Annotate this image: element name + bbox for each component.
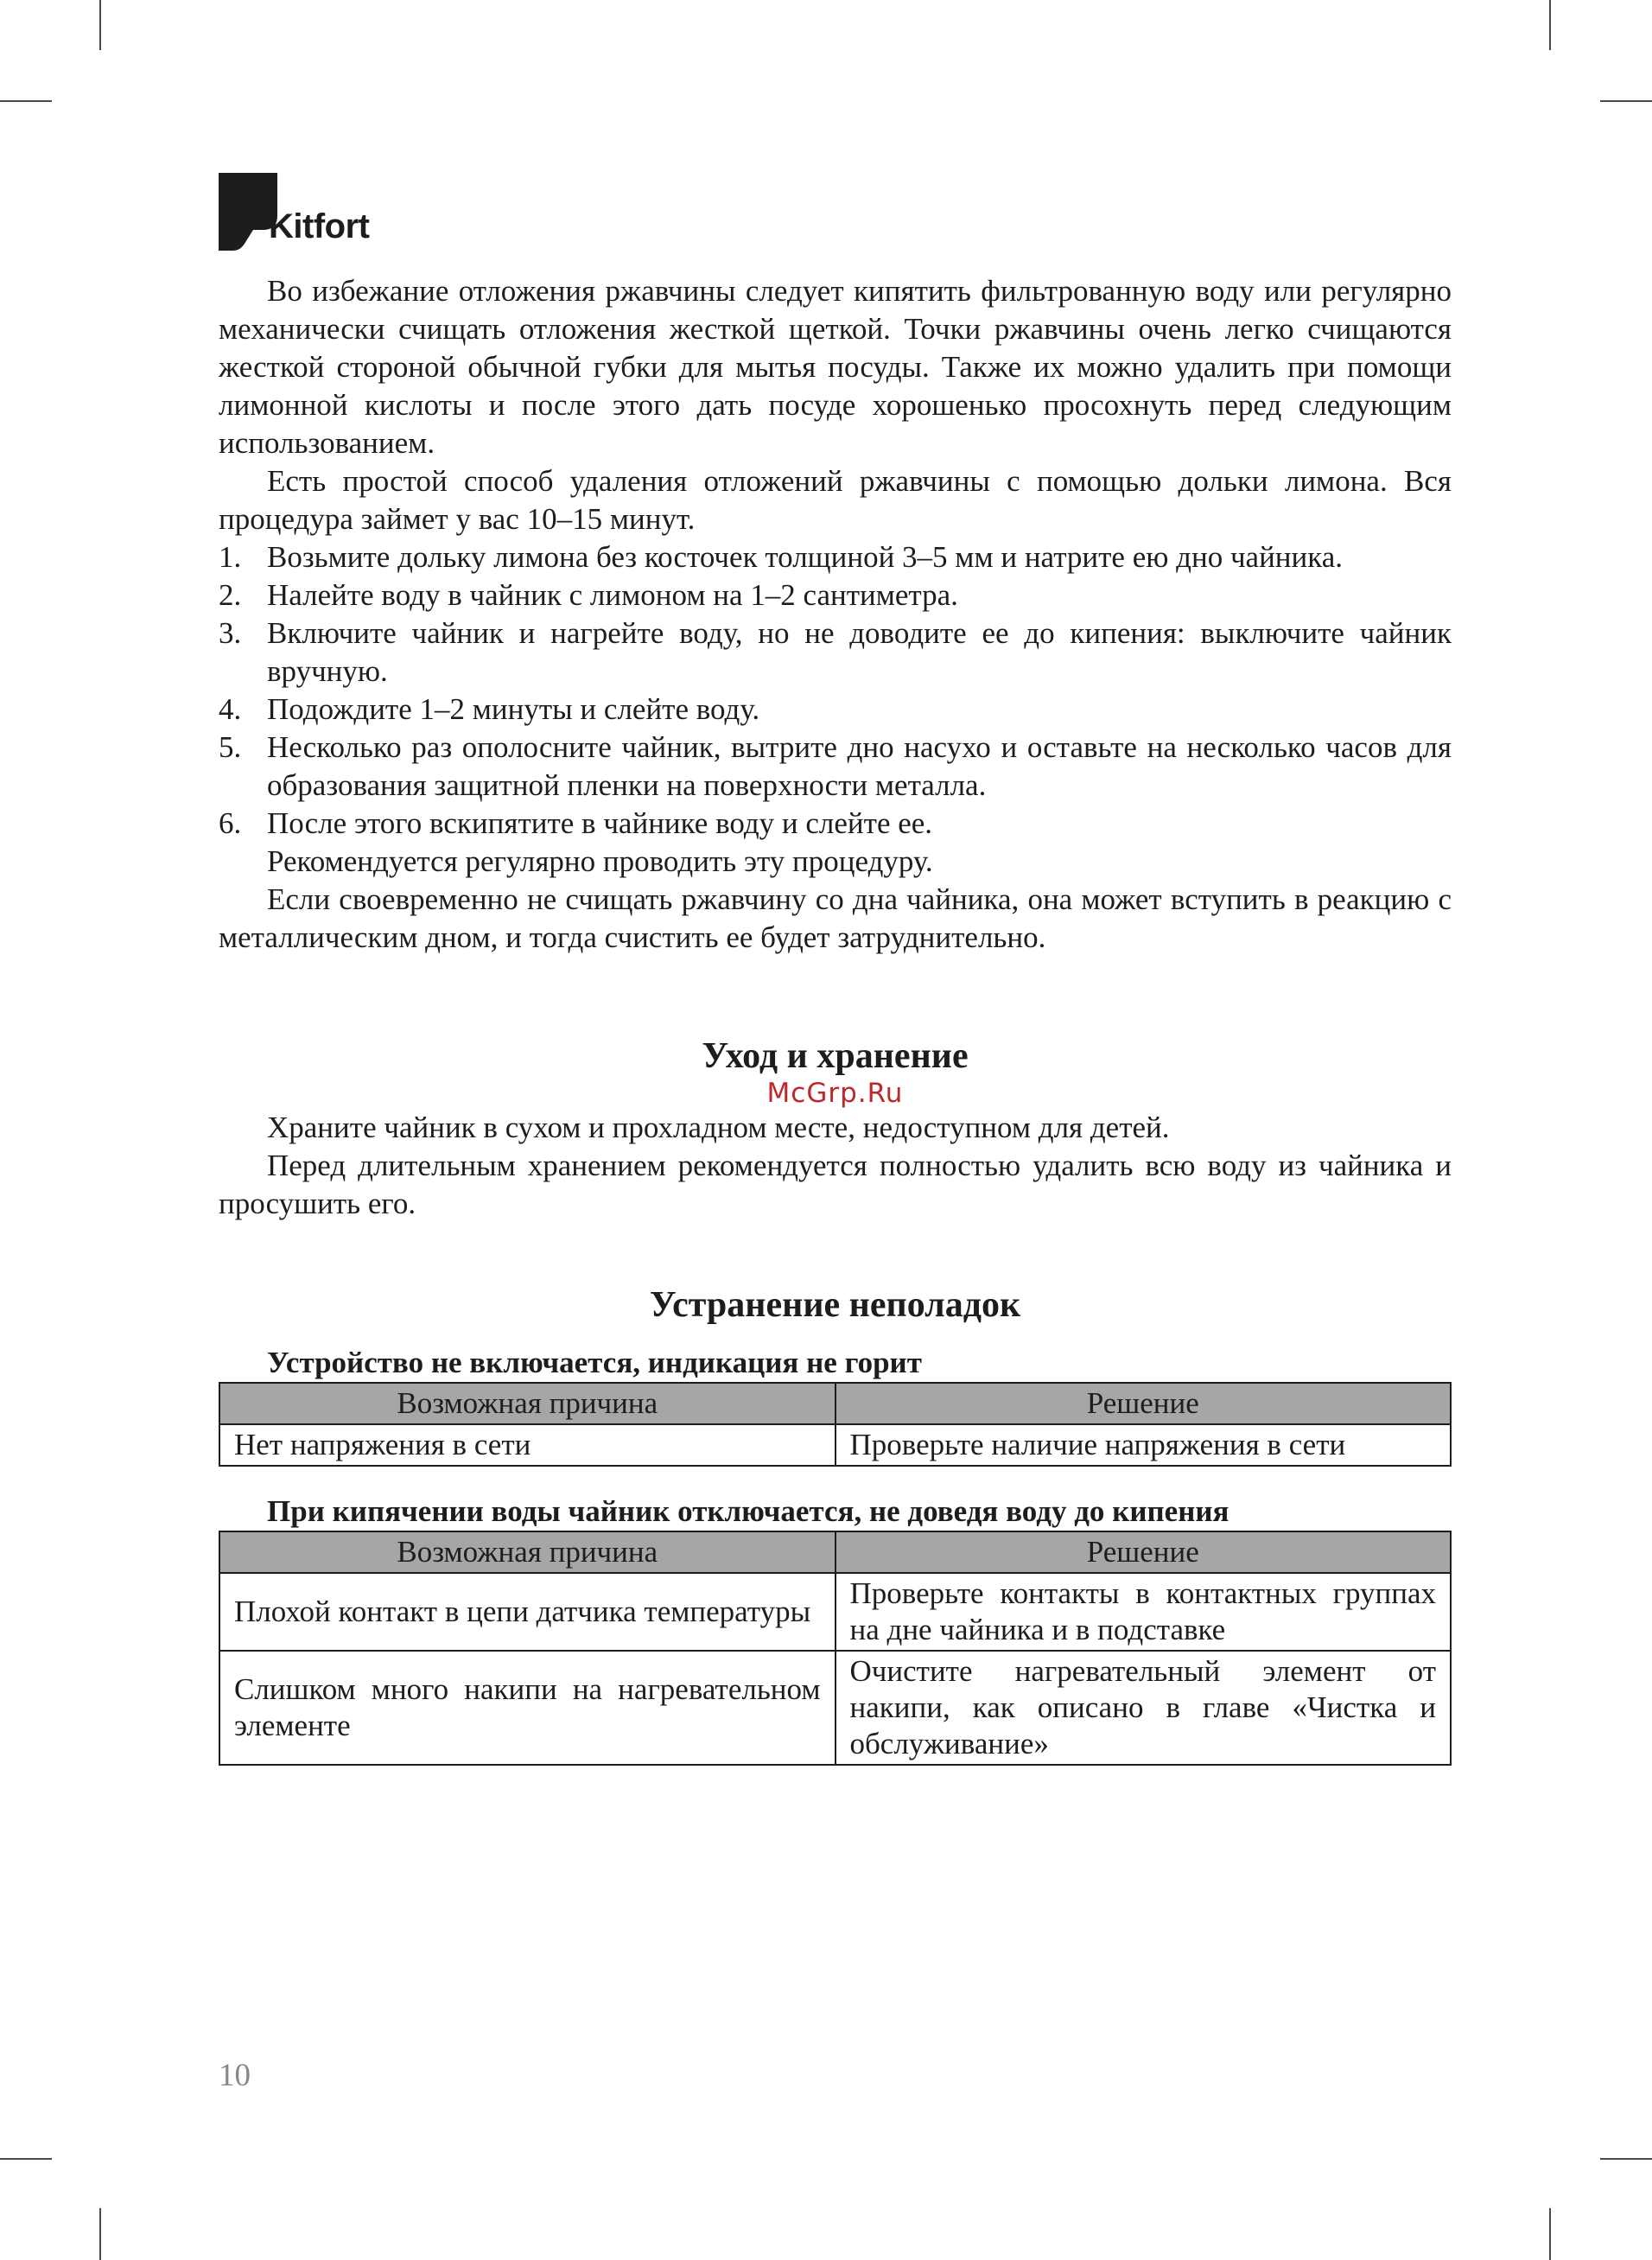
problem-title: При кипячении воды чайник отключается, не доведя воду до кипения [267, 1494, 1229, 1528]
table-row [219, 1573, 1451, 1651]
cause-cell: Нет напряжения в сети [219, 1424, 836, 1466]
paragraph: Храните чайник в сухом и прохладном месте, недоступном для детей. [267, 1111, 1170, 1144]
solution-cell: Проверьте контакты в контактных группах на дне чайника и в подставке [836, 1573, 1452, 1651]
solution-cell: Проверьте наличие напряжения в сети [836, 1424, 1452, 1466]
list-item [219, 576, 1452, 614]
page-content [219, 272, 1452, 1766]
logo-text: Kitfort [269, 207, 370, 245]
cause-cell: Слишком много накипи на нагревательном элементе [219, 1651, 836, 1765]
column-header-solution: Решение [836, 1383, 1452, 1424]
page-number: 10 [219, 2058, 251, 2093]
list-item-text: Несколько раз ополосните чайник, вытрите дно насухо и оставьте на несколько часов для образования защитной пленки на поверхности металла. [267, 730, 1452, 802]
paragraph: Во избежание отложения ржавчины следует кипятить фильтрованную воду или регулярно механически счищать отложения жесткой щеткой. Точки ржавчины очень легко счищаются жесткой стороной обычной губки для мытья посуды. Также их можно удалить при помощи лимонной кислоты и после этого дать посуде хорошенько просохнуть перед следующим использованием. [219, 274, 1452, 460]
table-row [219, 1424, 1451, 1466]
list-item-text: Налейте воду в чайник с лимоном на 1–2 сантиметра. [267, 578, 958, 612]
table-row [219, 1651, 1451, 1765]
list-item [219, 691, 1452, 729]
section-heading-care: Уход и хранение [702, 1036, 969, 1076]
problem-title: Устройство не включается, индикация не горит [267, 1346, 922, 1379]
crop-mark [1549, 2208, 1551, 2260]
paragraph: Перед длительным хранением рекомендуется полностью удалить всю воду из чайника и просушить его. [219, 1149, 1452, 1220]
list-item [219, 729, 1452, 805]
list-item-number: 6. [219, 806, 242, 840]
crop-mark [1549, 0, 1551, 50]
crop-mark [99, 2208, 101, 2260]
list-item-text: Включите чайник и нагрейте воду, но не доводите ее до кипения: выключите чайник вручную. [267, 616, 1452, 688]
list-item-text: После этого вскипятите в чайнике воду и слейте ее. [267, 806, 933, 840]
paragraph: Если своевременно не счищать ржавчину со дна чайника, она может вступить в реакцию с металлическим дном, и тогда счистить ее будет затруднительно. [219, 882, 1452, 954]
crop-mark [1600, 2158, 1652, 2160]
crop-mark [0, 2158, 52, 2160]
section-heading-troubleshooting: Устранение неполадок [649, 1285, 1021, 1325]
table-header-row [219, 1531, 1451, 1573]
crop-mark [1600, 100, 1652, 102]
paragraph: Есть простой способ удаления отложений ржавчины с помощью дольки лимона. Вся процедура займет у вас 10–15 минут. [219, 464, 1452, 536]
kitfort-logo [219, 173, 417, 256]
list-item-number: 1. [219, 540, 242, 574]
list-item [219, 805, 1452, 843]
column-header-cause: Возможная причина [219, 1531, 836, 1573]
troubleshooting-table-1 [219, 1382, 1452, 1467]
list-item-text: Подождите 1–2 минуты и слейте воду. [267, 692, 760, 726]
crop-mark [0, 100, 52, 102]
list-item-text: Возьмите дольку лимона без косточек толщиной 3–5 мм и натрите ею дно чайника. [267, 540, 1344, 574]
cause-cell: Плохой контакт в цепи датчика температуры [219, 1573, 836, 1651]
steps-list [219, 538, 1452, 843]
list-item [219, 614, 1452, 691]
column-header-cause: Возможная причина [219, 1383, 836, 1424]
column-header-solution: Решение [836, 1531, 1452, 1573]
table-header-row [219, 1383, 1451, 1424]
list-item-number: 3. [219, 616, 242, 650]
watermark: McGrp.Ru [766, 1078, 904, 1109]
list-item-number: 4. [219, 692, 242, 726]
list-item-number: 2. [219, 578, 242, 612]
solution-cell: Очистите нагревательный элемент от накипи, как описано в главе «Чистка и обслуживание» [836, 1651, 1452, 1765]
crop-mark [99, 0, 101, 50]
list-item-number: 5. [219, 730, 242, 764]
troubleshooting-table-2 [219, 1531, 1452, 1766]
list-item [219, 538, 1452, 576]
paragraph: Рекомендуется регулярно проводить эту процедуру. [267, 844, 933, 878]
